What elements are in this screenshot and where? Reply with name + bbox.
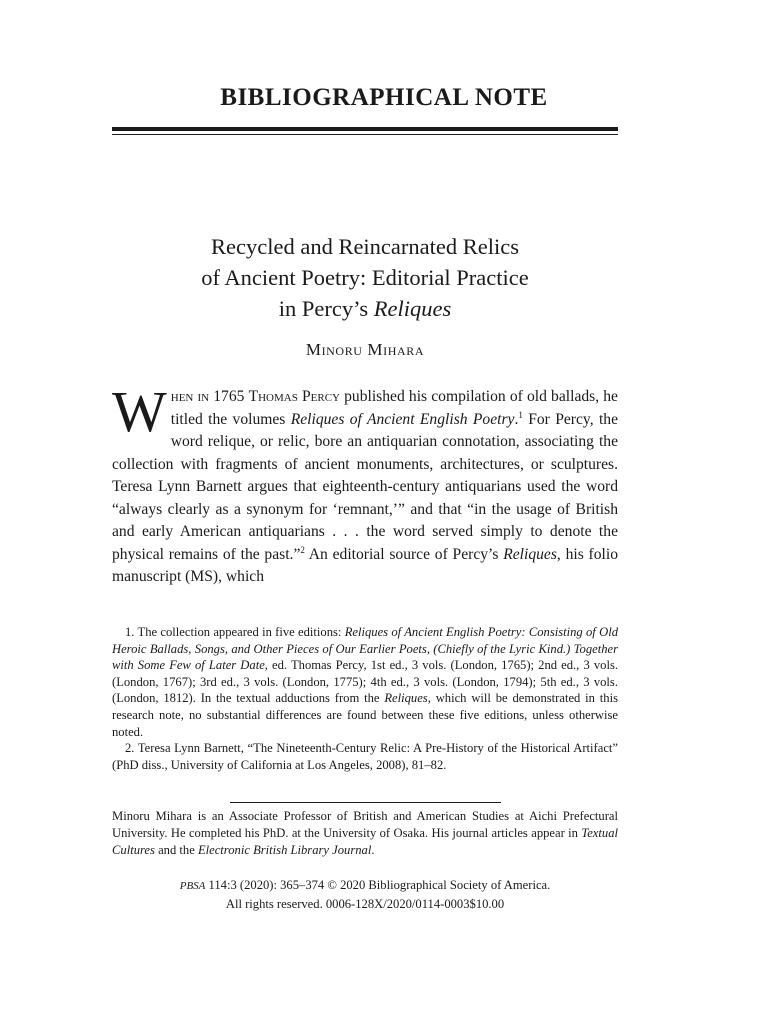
footnote-ref-2: 2 bbox=[300, 544, 305, 555]
body-text-2: . bbox=[514, 410, 519, 428]
bio-text-c: . bbox=[371, 843, 375, 857]
section-heading: BIBLIOGRAPHICAL NOTE bbox=[220, 84, 548, 111]
footnote-1 bbox=[112, 624, 618, 740]
author-bio bbox=[112, 808, 618, 859]
opening-year: 1765 bbox=[209, 388, 249, 405]
title-line-3-text: in Percy’s bbox=[278, 296, 369, 321]
opening-name: Thomas Percy bbox=[248, 388, 340, 405]
footnote-1-italic-2: Reliques bbox=[384, 691, 428, 706]
heading-rule-thin bbox=[112, 134, 618, 135]
publication-info bbox=[0, 876, 730, 913]
drop-cap: W bbox=[112, 379, 167, 444]
bio-text-b: and the bbox=[154, 843, 198, 857]
footnote-2: 2. Teresa Lynn Barnett, “The Nineteenth-Century Relic: A Pre-History of the Historical Artifact” (PhD diss., University of California at Los Angeles, 2008), 81–82. bbox=[112, 741, 618, 772]
publication-line-2: All rights reserved. 0006-128X/2020/0114-0003$10.00 bbox=[225, 897, 505, 911]
title-line-3 bbox=[0, 293, 730, 324]
journal-abbrev: PBSA bbox=[179, 880, 206, 892]
footnotes bbox=[112, 624, 618, 773]
bio-italic-2: Electronic British Library Journal bbox=[197, 843, 372, 857]
body-text-3: For Percy, the word relique, or relic, bore an antiquarian connotation, associating the collection with fragments of ancient monuments, architectures, or sculptures. Teresa Lynn Barnett argues that eighteenth-century antiquarians used the word “always clearly as a synonym for ‘remnant,’” and that “in the usage of British and early American antiquarians . . . the word served simply to denote the physical remains of the past.” bbox=[112, 410, 618, 563]
publication-line-1 bbox=[0, 876, 730, 895]
bio-text-a: Minoru Mihara is an Associate Professor of British and American Studies at Aichi Prefectural University. He completed his PhD. at the University of Osaka. His journal articles appear in bbox=[112, 809, 618, 840]
opening-smallcaps: hen in bbox=[170, 388, 210, 405]
publication-citation: 114:3 (2020): 365–374 © 2020 Bibliographical Society of America. bbox=[205, 878, 551, 892]
body-italic-1: Reliques of Ancient English Poetry bbox=[290, 410, 515, 428]
author-name: Minoru Mihara bbox=[305, 340, 425, 359]
title-line-1: Recycled and Reincarnated Relics bbox=[211, 234, 519, 259]
heading-rule-thick bbox=[112, 127, 618, 131]
title-line-2: of Ancient Poetry: Editorial Practice bbox=[201, 265, 529, 290]
body-text-5: , his folio manuscript (MS), which bbox=[112, 545, 618, 585]
body-italic-2: Reliques bbox=[503, 545, 557, 563]
article-title bbox=[0, 231, 730, 324]
title-italic: Reliques bbox=[373, 296, 452, 321]
bio-rule bbox=[230, 802, 501, 803]
footnote-1-italic: Reliques of Ancient English Poetry: Consisting of Old Heroic Ballads, Songs, and Other Pieces of Our Earlier Poets, (Chiefly of the Lyric Kind.) Together with Some Few of Later Date bbox=[112, 625, 618, 673]
footnote-ref-1: 1 bbox=[518, 409, 523, 420]
footnote-1-text-b: , ed. Thomas Percy, 1st ed., 3 vols. (London, 1765); 2nd ed., 3 vols. (London, 1767); 3rd ed., 3 vols. (London, 1775); 4th ed., 3 vols. (London, 1794); 5th ed., 3 vols. (London, 1812). In the textual adductions from the bbox=[112, 658, 618, 706]
footnote-1-text-a: 1. The collection appeared in five editions: bbox=[125, 625, 345, 639]
body-text-4: An editorial source of Percy’s bbox=[304, 545, 504, 563]
bio-italic-1: Textual Cultures bbox=[112, 826, 618, 857]
footnote-1-text-c: , which will be demonstrated in this research note, no substantial differences are found between these five editions, unless otherwise noted. bbox=[112, 691, 618, 739]
body-paragraph bbox=[112, 379, 618, 589]
body-text-1: published his compilation of old ballads, he titled the volumes bbox=[170, 388, 618, 428]
